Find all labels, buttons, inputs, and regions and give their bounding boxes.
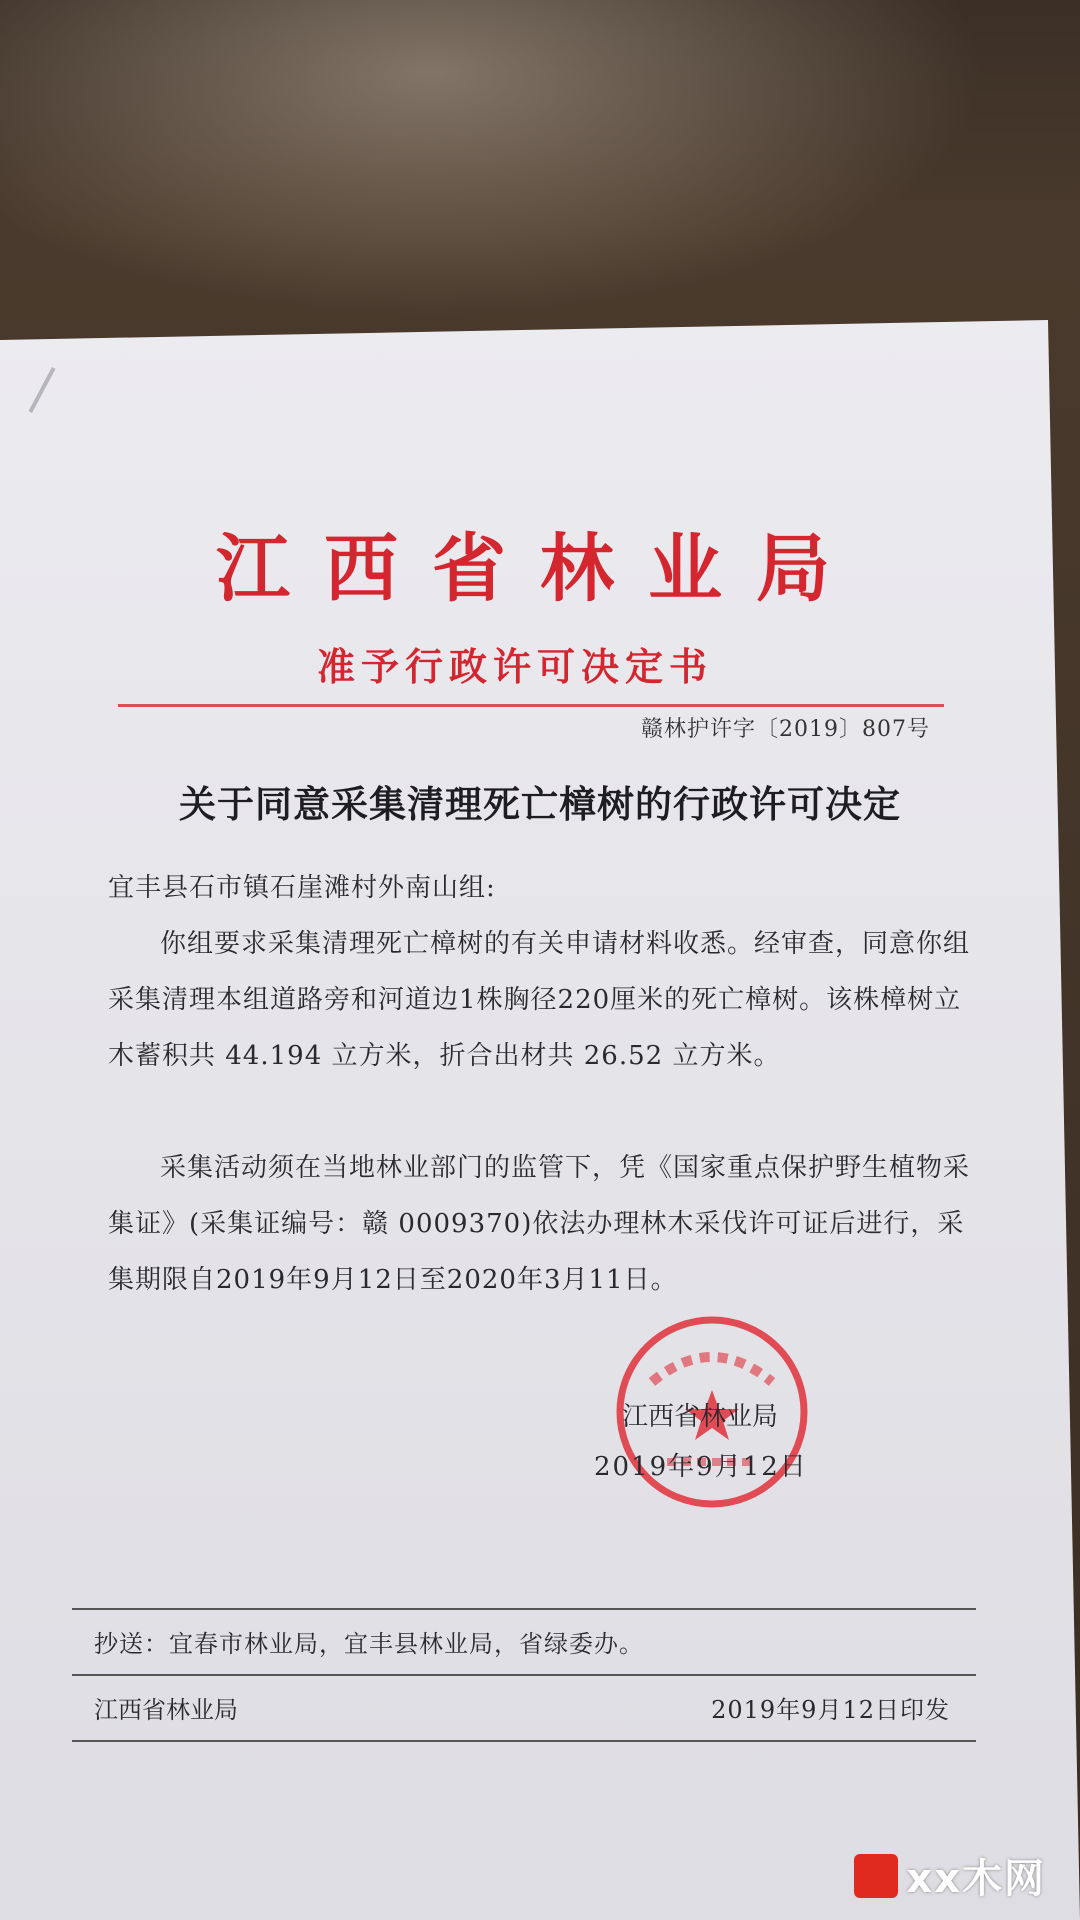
footer-rule-top <box>72 1608 976 1610</box>
watermark-logo-icon <box>854 1854 898 1898</box>
signature-date: 2019年9月12日 <box>594 1452 808 1482</box>
cc-line: 抄送：宜春市林业局，宜丰县林业局，省绿委办。 <box>94 1630 644 1658</box>
watermark-text: xx木网 <box>906 1856 1046 1902</box>
paragraph-2: 采集活动须在当地林业部门的监管下，凭《国家重点保护野生植物采集证》(采集证编号：赣 0009370)依法办理林木采伐许可证后进行，采集期限自2019年9月12日至2020年3月11日。 <box>108 1153 971 1295</box>
table-background <box>0 0 1080 360</box>
issue-date: 2019年9月12日印发 <box>711 1696 950 1724</box>
doc-number: 赣林护许字〔2019〕807号 <box>641 717 930 742</box>
addressee: 宜丰县石市镇石崖滩村外南山组: <box>108 873 496 903</box>
signature-org: 江西省林业局 <box>622 1402 779 1432</box>
org-title: 江西省林业局 <box>216 526 864 612</box>
footer-rule-middle <box>72 1674 976 1676</box>
doc-type: 准予行政许可决定书 <box>316 645 713 689</box>
main-heading: 关于同意采集清理死亡樟树的行政许可决定 <box>179 783 901 826</box>
site-watermark <box>854 1847 1046 1904</box>
red-divider <box>118 704 944 707</box>
paragraph-1: 你组要求采集清理死亡樟树的有关申请材料收悉。经审查，同意你组采集清理本组道路旁和河道边1株胸径220厘米的死亡樟树。该株樟树立木蓄积共 44.194 立方米，折合出材共 26.52 立方米。 <box>108 929 971 1071</box>
issuer: 江西省林业局 <box>94 1696 238 1724</box>
footer-rule-bottom <box>72 1740 976 1742</box>
